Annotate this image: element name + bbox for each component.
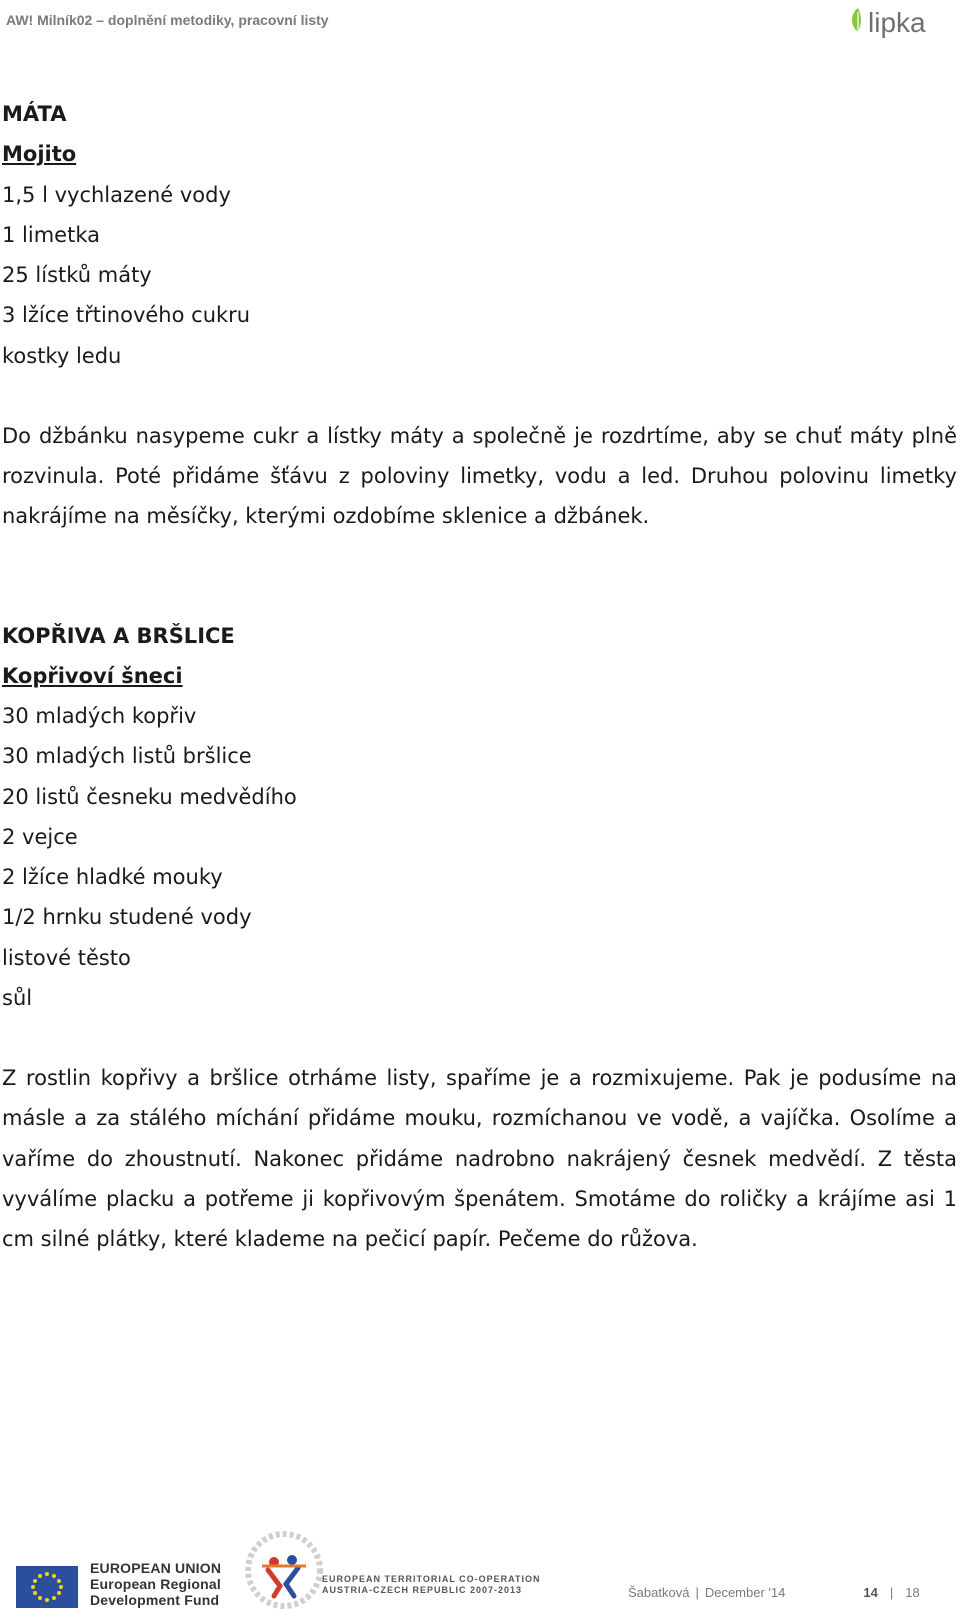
ingredient-line: 2 vejce bbox=[2, 824, 78, 849]
section-heading: MÁTA bbox=[2, 102, 67, 126]
instructions-paragraph: Do džbánku nasypeme cukr a lístky máty a společně je rozdrtíme, aby se chuť máty plně rozvinula. Poté přidáme šťávu z poloviny limetky, vodu a led. Druhou polovinu limetky nakrájíme na měsíčky, kterými ozdobíme sklenice a džbánek. bbox=[2, 423, 957, 529]
lipka-logo bbox=[848, 4, 944, 44]
cooperation-text bbox=[322, 1574, 541, 1596]
section-heading: KOPŘIVA A BRŠLICE bbox=[2, 623, 235, 648]
ingredient-line: 30 mladých listů bršlice bbox=[2, 744, 252, 769]
cooperation-text-line: AUSTRIA-CZECH REPUBLIC 2007-2013 bbox=[322, 1585, 523, 1595]
logo-wordmark: lipka bbox=[868, 7, 926, 38]
document-body bbox=[2, 94, 957, 1259]
page-number-current: 14 bbox=[863, 1585, 878, 1600]
footer-date: December '14 bbox=[704, 1585, 786, 1600]
ingredient-line: listové těsto bbox=[2, 945, 131, 970]
ingredient-line: 1/2 hrnku studené vody bbox=[2, 905, 252, 930]
ingredient-line: kostky ledu bbox=[2, 343, 122, 368]
ingredient-line: 1,5 l vychlazené vody bbox=[2, 182, 231, 207]
ingredient-line: 30 mladých kopřiv bbox=[2, 704, 197, 728]
instructions-paragraph: Z rostlin kopřivy a bršlice otrháme listy, spaříme je a rozmixujeme. Pak je podusíme na másle a za stálého míchání přidáme mouku, rozmíchanou ve vodě, a vajíčka. Osolíme a vaříme do zhoustnutí. Nakonec přidáme nadrobno nakrájený česnek medvědí. Z těsta vyválíme placku a potřeme ji kopřivovým špenátem. Smotáme do roličky a krájíme asi 1 cm silné plátky, které klademe na pečicí papír. Pečeme do růžova. bbox=[2, 1066, 957, 1251]
page-footer-info: Šabatková | December '14 14 | 18 bbox=[628, 1585, 920, 1600]
eu-text-line: Development Fund bbox=[90, 1592, 220, 1608]
author-name: Šabatková bbox=[628, 1585, 690, 1600]
ingredient-line: 3 lžíce třtinového cukru bbox=[2, 303, 251, 328]
ingredient-line: 2 lžíce hladké mouky bbox=[2, 865, 223, 889]
cross-border-cooperation-logo bbox=[240, 1526, 330, 1612]
ingredient-line: 20 listů česneku medvědího bbox=[2, 784, 297, 809]
recipe-title: Kopřivoví šneci bbox=[2, 663, 183, 688]
ingredient-line: 1 limetka bbox=[2, 222, 100, 247]
ingredient-line: sůl bbox=[2, 985, 33, 1010]
cooperation-text-line: EUROPEAN TERRITORIAL CO-OPERATION bbox=[322, 1574, 541, 1584]
eu-text-line: EUROPEAN UNION bbox=[90, 1560, 222, 1576]
eu-text-line: European Regional bbox=[90, 1576, 221, 1592]
recipe-title: Mojito bbox=[2, 142, 77, 167]
eu-flag-icon bbox=[16, 1566, 78, 1608]
eu-fund-text bbox=[90, 1560, 221, 1608]
page-number-total: 18 bbox=[905, 1585, 920, 1600]
ingredient-line: 25 lístků máty bbox=[2, 263, 152, 287]
document-header-title: AW! Milník02 – doplnění metodiky, pracovní listy bbox=[6, 12, 329, 28]
